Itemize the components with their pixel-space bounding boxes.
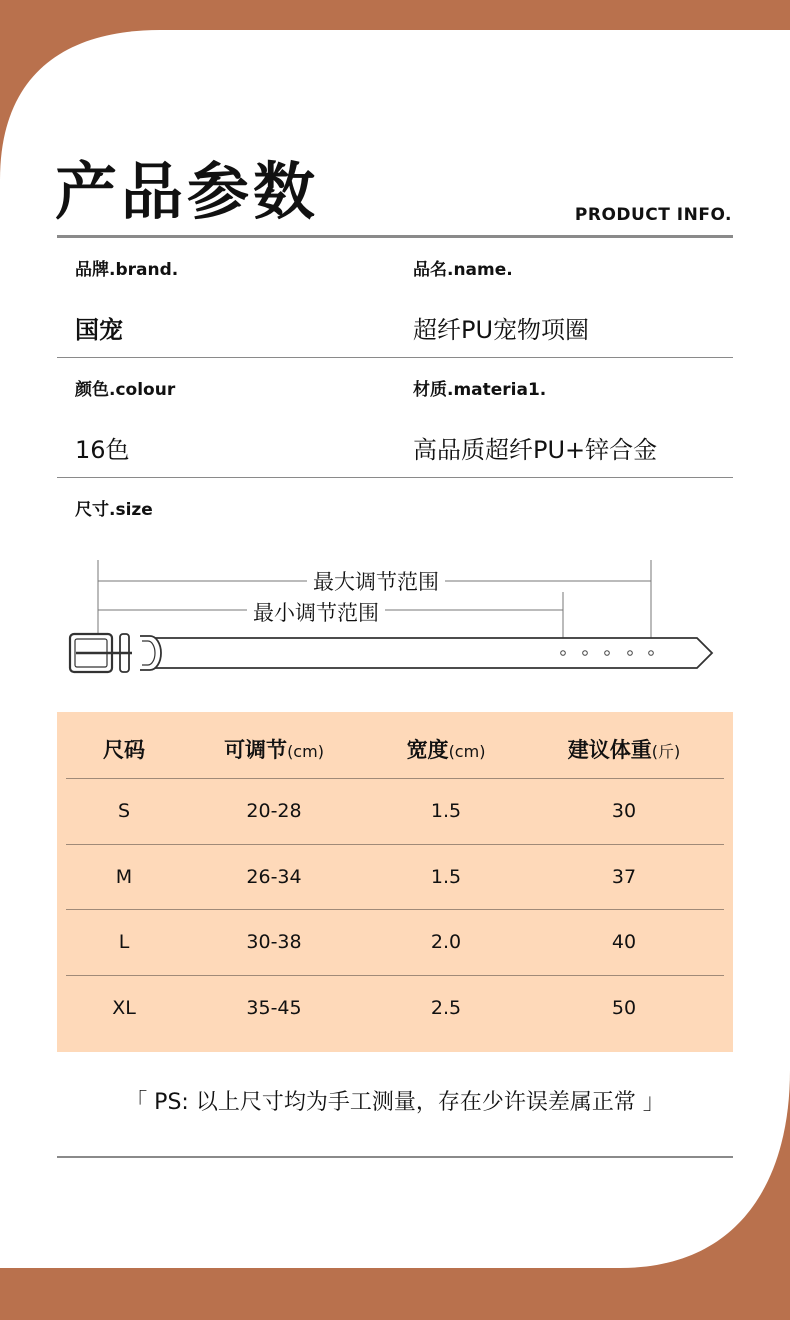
brand-value: 国宠 [75, 316, 123, 344]
spec-divider [57, 477, 733, 478]
table-divider [66, 844, 724, 845]
min-range-label: 最小调节范围 [247, 597, 385, 627]
header-divider [57, 235, 733, 238]
spec-divider [57, 357, 733, 358]
collar-belt-icon [0, 540, 790, 690]
table-cell: 20-28 [246, 800, 302, 822]
table-cell: 30 [611, 800, 637, 822]
table-cell: 37 [611, 866, 637, 888]
brand-label: 品牌.brand. [75, 260, 179, 280]
table-cell: 2.0 [430, 931, 462, 953]
size-table [57, 712, 733, 1052]
table-cell: 40 [611, 931, 637, 953]
table-divider [66, 909, 724, 910]
measurement-note: 「 PS: 以上尺寸均为手工测量，存在少许误差属正常 」 [125, 1090, 665, 1115]
table-header-cell: 宽度(cm) [406, 738, 486, 762]
page-title: 产品参数 [55, 155, 320, 228]
table-header-cell: 尺码 [103, 738, 145, 762]
table-cell: 26-34 [246, 866, 302, 888]
table-cell: 1.5 [430, 800, 462, 822]
material-label: 材质.materia1. [413, 380, 547, 400]
table-cell: L [118, 931, 130, 953]
table-header-row [66, 734, 724, 764]
table-cell: 35-45 [246, 997, 302, 1019]
footer-divider [57, 1156, 733, 1158]
page-subtitle: PRODUCT INFO. [574, 205, 732, 225]
name-label: 品名.name. [413, 260, 513, 280]
table-cell: S [117, 800, 131, 822]
table-cell: 2.5 [430, 997, 462, 1019]
table-divider [66, 778, 724, 779]
table-cell: XL [112, 997, 136, 1019]
max-range-label: 最大调节范围 [307, 566, 445, 596]
colour-value: 16色 [75, 436, 130, 464]
table-divider [66, 975, 724, 976]
table-cell: 30-38 [246, 931, 302, 953]
table-cell: 1.5 [430, 866, 462, 888]
colour-label: 颜色.colour [75, 380, 176, 400]
table-cell: M [115, 866, 133, 888]
table-header-cell: 建议体重(斤) [567, 738, 681, 762]
material-value: 高品质超纤PU+锌合金 [413, 436, 658, 464]
size-label: 尺寸.size [75, 500, 153, 520]
name-value: 超纤PU宠物项圈 [413, 316, 590, 344]
table-cell: 50 [611, 997, 637, 1019]
table-header-cell: 可调节(cm) [224, 738, 324, 762]
